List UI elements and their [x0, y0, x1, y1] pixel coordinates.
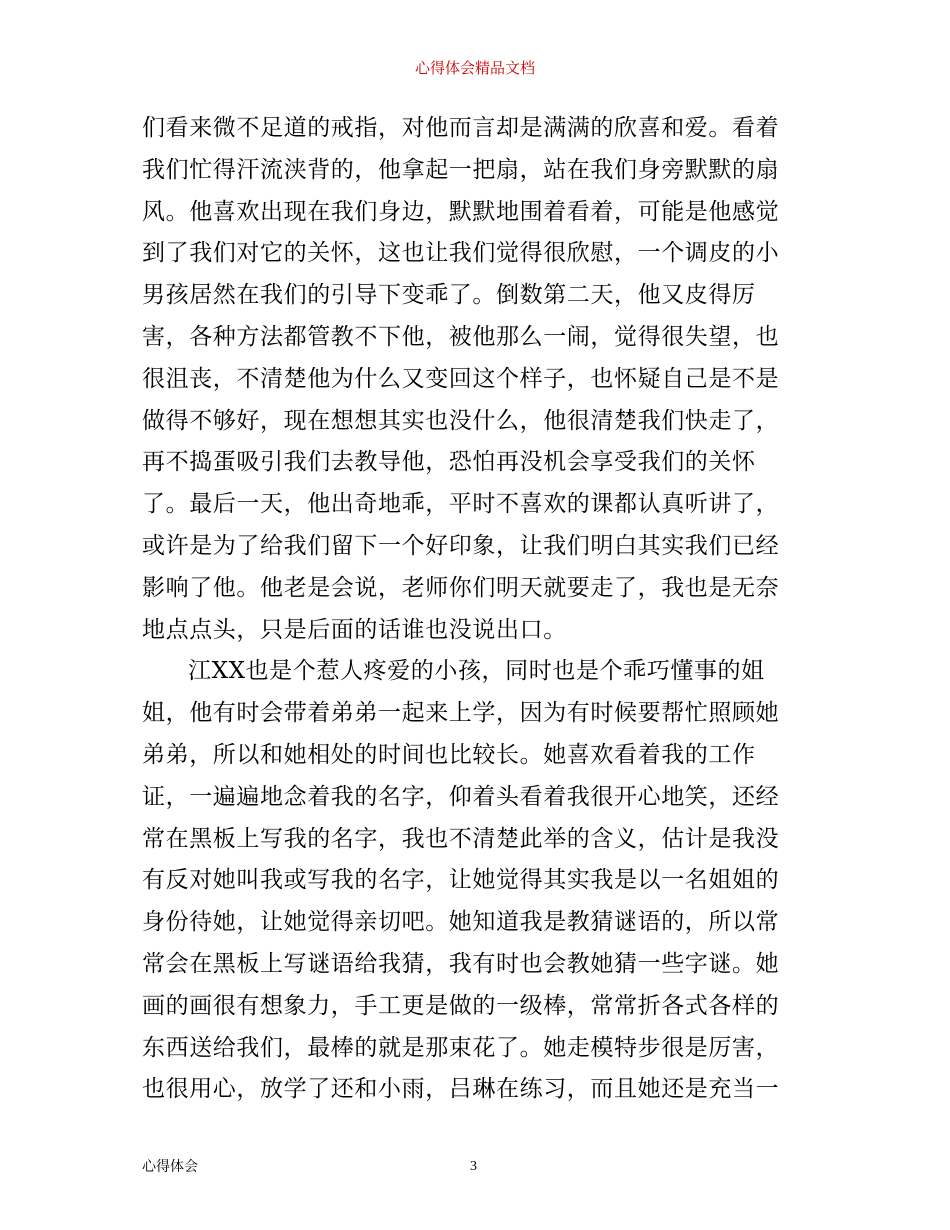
text-line: 了。最后一天，他出奇地乖，平时不喜欢的课都认真听讲了，: [142, 491, 780, 518]
page-number: 3: [470, 1159, 477, 1174]
text-line: 东西送给我们，最棒的就是那束花了。她走模特步很是厉害，: [142, 1034, 780, 1061]
text-line: 常在黑板上写我的名字，我也不清楚此举的含义，估计是我没: [142, 825, 780, 852]
text-line: 画的画很有想象力，手工更是做的一级棒，常常折各式各样的: [142, 992, 780, 1019]
text-line: 也很用心，放学了还和小雨，吕琳在练习，而且她还是充当一: [142, 1076, 780, 1103]
text-line-paragraph-start: 江XX也是个惹人疼爱的小孩，同时也是个乖巧懂事的姐: [188, 658, 765, 685]
text-line: 男孩居然在我们的引导下变乖了。倒数第二天，他又皮得厉: [142, 282, 756, 309]
text-line: 或许是为了给我们留下一个好印象，让我们明白其实我们已经: [142, 532, 780, 559]
text-line: 身份待她，让她觉得亲切吧。她知道我是教猜谜语的，所以常: [142, 909, 780, 936]
text-line: 害，各种方法都管教不下他，被他那么一闹，觉得很失望，也: [142, 323, 780, 350]
text-line: 我们忙得汗流浃背的，他拿起一把扇，站在我们身旁默默的扇: [142, 156, 780, 183]
text-line: 做得不够好，现在想想其实也没什么，他很清楚我们快走了，: [142, 407, 780, 434]
text-line: 地点点头，只是后面的话谁也没说出口。: [142, 616, 567, 643]
text-line: 风。他喜欢出现在我们身边，默默地围着看着，可能是他感觉: [142, 198, 780, 225]
text-line: 弟弟，所以和她相处的时间也比较长。她喜欢看着我的工作: [142, 741, 756, 768]
text-line: 姐，他有时会带着弟弟一起来上学，因为有时候要帮忙照顾她: [142, 700, 780, 727]
text-line: 再不捣蛋吸引我们去教导他，恐怕再没机会享受我们的关怀: [142, 449, 756, 476]
page-footer: [142, 1156, 814, 1178]
text-line: 证，一遍遍地念着我的名字，仰着头看着我很开心地笑，还经: [142, 783, 780, 810]
footer-label: 心得体会: [142, 1159, 198, 1175]
text-line: 有反对她叫我或写我的名字，让她觉得其实我是以一名姐姐的: [142, 867, 780, 894]
text-line: 影响了他。他老是会说，老师你们明天就要走了，我也是无奈: [142, 574, 780, 601]
text-line: 到了我们对它的关怀，这也让我们觉得很欣慰，一个调皮的小: [142, 240, 780, 267]
document-body: [142, 108, 814, 1111]
text-line: 们看来微不足道的戒指，对他而言却是满满的欣喜和爱。看着: [142, 115, 780, 141]
page-header-title: 心得体会精品文档: [414, 59, 535, 77]
text-line: 常会在黑板上写谜语给我猜，我有时也会教她猜一些字谜。她: [142, 950, 780, 977]
text-line: 很沮丧，不清楚他为什么又变回这个样子，也怀疑自己是不是: [142, 365, 780, 392]
